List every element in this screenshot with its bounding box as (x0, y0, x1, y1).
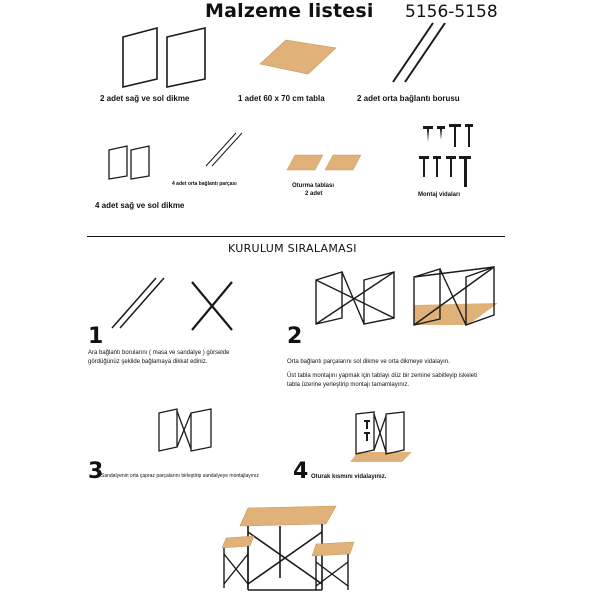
step2-note (287, 358, 517, 390)
step1-number: 1 (88, 324, 104, 349)
step2-number: 2 (287, 324, 303, 349)
table-top-label: 1 adet 60 x 70 cm tabla (238, 94, 325, 103)
stool-frames-label: 4 adet sağ ve sol dikme (95, 201, 185, 210)
stool-frames-illustration (105, 142, 155, 182)
stool-connectors-label: 4 adet orta bağlantı parçası (172, 181, 237, 187)
seat-title: Oturma tablası (292, 183, 335, 189)
table-top-illustration (258, 38, 338, 78)
seat-count: 2 adet (305, 191, 323, 197)
step2-line1: Orta bağlantı parçalarını sol dikme ve orta dikmeye vidalayın. (287, 359, 450, 365)
side-frames-label: 2 adet sağ ve sol dikme (100, 94, 190, 103)
middle-pipes-label: 2 adet orta bağlantı borusu (357, 94, 460, 103)
step1-line1: Ara bağlantı borularını ( masa ve sandalye ) görselde (88, 350, 230, 356)
middle-pipes-illustration (385, 20, 455, 90)
page-title: Malzeme listesi (205, 0, 374, 22)
assembly-heading: KURULUM SIRALAMASI (228, 242, 357, 255)
screws-label: Montaj vidaları (418, 192, 461, 198)
side-frames-illustration (115, 25, 210, 90)
step3-number: 3 (88, 459, 104, 484)
step4-number: 4 (293, 459, 309, 484)
step4-note: Oturak kısmını vidalayınız. (311, 474, 387, 480)
stool-connectors-illustration (202, 130, 247, 170)
section-divider (87, 236, 505, 237)
step1-note (88, 349, 288, 367)
seats-illustration (285, 152, 370, 174)
step2-line2: Üst tabla montajını yapmak için tablayı düz bir zemine sabitleyip iskeleti (287, 373, 478, 379)
step2-table-illustration (408, 263, 500, 329)
product-code: 5156-5158 (405, 2, 498, 22)
step2-frame-illustration (312, 266, 402, 328)
step3-stool-illustration (155, 405, 217, 455)
step1-line2: gördüğünüz şekilde bağlamaya dikkat ediniz. (88, 359, 208, 365)
screws-illustration (415, 120, 475, 190)
step2-line3: tabla üzerine yerleştirip montajı tamamlayınız. (287, 382, 410, 388)
step3-note: Sandalyenin orta çapraz parçalarını birleştirip sandalyeye montajlayınız (101, 473, 259, 479)
final-assembly-illustration (218, 498, 368, 592)
step1-pipes-illustration (108, 275, 168, 335)
step1-cross-illustration (188, 278, 238, 336)
step4-stool-illustration (346, 408, 416, 466)
